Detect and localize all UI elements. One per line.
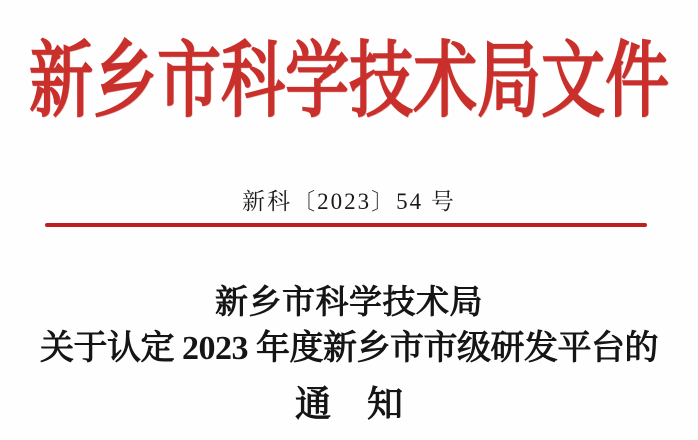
agency-banner-title: 新乡市科学技术局文件 (29, 34, 669, 128)
notice-subject-line: 关于认定 2023 年度新乡市市级研发平台的 (40, 330, 658, 367)
notice-agency-line: 新乡市科学技术局 (215, 285, 483, 321)
notice-type-line: 通 知 (294, 384, 403, 424)
document-number: 新科〔2023〕54 号 (242, 189, 456, 214)
red-divider-line (45, 223, 647, 227)
